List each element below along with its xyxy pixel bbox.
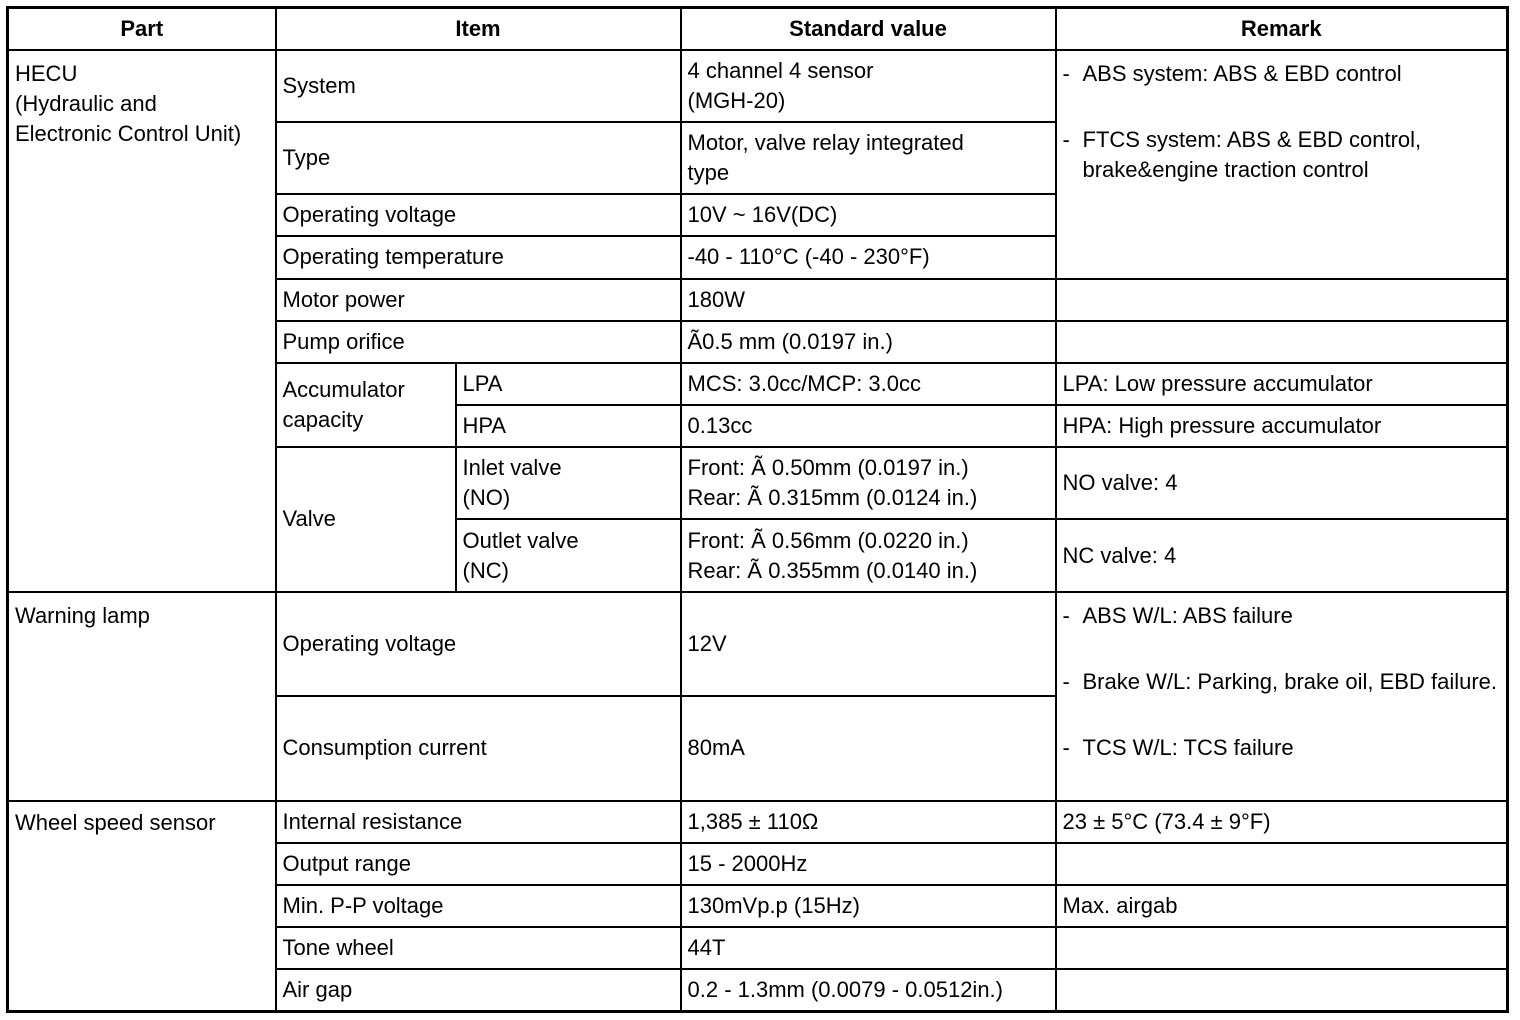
remark-hecu xyxy=(1056,50,1508,279)
value-cell: 0.13cc xyxy=(681,405,1056,447)
part-hecu xyxy=(8,50,276,592)
value-text: 4 channel 4 sensor xyxy=(687,57,874,83)
value-text: Rear: Ã 0.315mm (0.0124 in.) xyxy=(687,485,978,511)
remark-list xyxy=(1063,59,1501,185)
value-cell: 44T xyxy=(681,927,1056,969)
part-warning-lamp: Warning lamp xyxy=(8,592,276,801)
item-cell: Output range xyxy=(276,843,681,885)
item-cell: Operating voltage xyxy=(276,194,681,236)
item-text: Accumulator xyxy=(282,377,405,402)
item-cell: Min. P-P voltage xyxy=(276,885,681,927)
remark-bullet: - Brake W/L: Parking, brake oil, EBD failure. xyxy=(1063,667,1501,697)
remark-cell: NC valve: 4 xyxy=(1056,519,1508,591)
subitem-cell xyxy=(456,447,681,519)
value-cell: 180W xyxy=(681,279,1056,321)
value-cell: MCS: 3.0cc/MCP: 3.0cc xyxy=(681,363,1056,405)
subitem-cell xyxy=(456,519,681,591)
item-text: capacity xyxy=(282,407,364,432)
value-cell: -40 - 110°C (-40 - 230°F) xyxy=(681,236,1056,278)
value-cell: 15 - 2000Hz xyxy=(681,843,1056,885)
remark-cell: HPA: High pressure accumulator xyxy=(1056,405,1508,447)
item-cell: System xyxy=(276,50,681,122)
header-remark: Remark xyxy=(1056,8,1508,50)
value-cell: 130mVp.p (15Hz) xyxy=(681,885,1056,927)
item-cell: Motor power xyxy=(276,279,681,321)
table-row xyxy=(8,801,1508,843)
item-accumulator xyxy=(276,363,456,447)
header-item: Item xyxy=(276,8,681,50)
remark-cell xyxy=(1056,969,1508,1011)
item-cell: Pump orifice xyxy=(276,321,681,363)
part-text: HECU xyxy=(15,60,78,86)
subitem-text: Outlet valve xyxy=(462,527,579,553)
value-cell xyxy=(681,519,1056,591)
remark-cell: 23 ± 5°C (73.4 ± 9°F) xyxy=(1056,801,1508,843)
remark-bullet: - ABS W/L: ABS failure xyxy=(1063,601,1501,631)
value-cell xyxy=(681,447,1056,519)
value-text: Rear: Ã 0.355mm (0.0140 in.) xyxy=(687,557,978,583)
value-cell xyxy=(681,122,1056,194)
value-cell xyxy=(681,50,1056,122)
subitem-text: Inlet valve xyxy=(462,455,562,481)
value-text: Motor, valve relay integrated xyxy=(687,130,964,156)
header-row xyxy=(8,8,1508,50)
item-cell: Operating voltage xyxy=(276,592,681,696)
remark-cell: Max. airgab xyxy=(1056,885,1508,927)
remark-bullet: - TCS W/L: TCS failure xyxy=(1063,733,1501,763)
item-cell: Internal resistance xyxy=(276,801,681,843)
subitem-cell: LPA xyxy=(456,363,681,405)
item-cell: Operating temperature xyxy=(276,236,681,278)
value-cell: 10V ~ 16V(DC) xyxy=(681,194,1056,236)
value-text: Front: Ã 0.50mm (0.0197 in.) xyxy=(687,455,969,481)
remark-bullet: - ABS system: ABS & EBD control xyxy=(1063,59,1501,89)
value-cell: 0.2 - 1.3mm (0.0079 - 0.0512in.) xyxy=(681,969,1056,1011)
remark-list xyxy=(1063,601,1501,763)
remark-cell xyxy=(1056,321,1508,363)
remark-cell xyxy=(1056,927,1508,969)
subitem-text: (NO) xyxy=(462,485,511,511)
value-text: Front: Ã 0.56mm (0.0220 in.) xyxy=(687,527,969,553)
value-text: type xyxy=(687,160,730,186)
item-cell: Tone wheel xyxy=(276,927,681,969)
remark-warning xyxy=(1056,592,1508,801)
value-cell: 80mA xyxy=(681,696,1056,800)
remark-cell: NO valve: 4 xyxy=(1056,447,1508,519)
subitem-cell: HPA xyxy=(456,405,681,447)
remark-cell xyxy=(1056,279,1508,321)
header-part: Part xyxy=(8,8,276,50)
value-text: (MGH-20) xyxy=(687,87,786,113)
table-row xyxy=(8,50,1508,122)
spec-table xyxy=(6,6,1509,1013)
table-row xyxy=(8,592,1508,696)
part-text: Electronic Control Unit) xyxy=(15,120,242,146)
item-cell: Type xyxy=(276,122,681,194)
remark-cell xyxy=(1056,843,1508,885)
part-wheel-speed-sensor: Wheel speed sensor xyxy=(8,801,276,1012)
value-cell: 1,385 ± 110Ω xyxy=(681,801,1056,843)
value-cell: 12V xyxy=(681,592,1056,696)
item-cell: Air gap xyxy=(276,969,681,1011)
header-standard-value: Standard value xyxy=(681,8,1056,50)
item-valve: Valve xyxy=(276,447,456,592)
subitem-text: (NC) xyxy=(462,557,509,583)
item-cell: Consumption current xyxy=(276,696,681,800)
part-text: (Hydraulic and xyxy=(15,90,157,116)
remark-bullet: - FTCS system: ABS & EBD control, brake&engine traction control xyxy=(1063,125,1501,185)
remark-cell: LPA: Low pressure accumulator xyxy=(1056,363,1508,405)
value-cell: Ã0.5 mm (0.0197 in.) xyxy=(681,321,1056,363)
